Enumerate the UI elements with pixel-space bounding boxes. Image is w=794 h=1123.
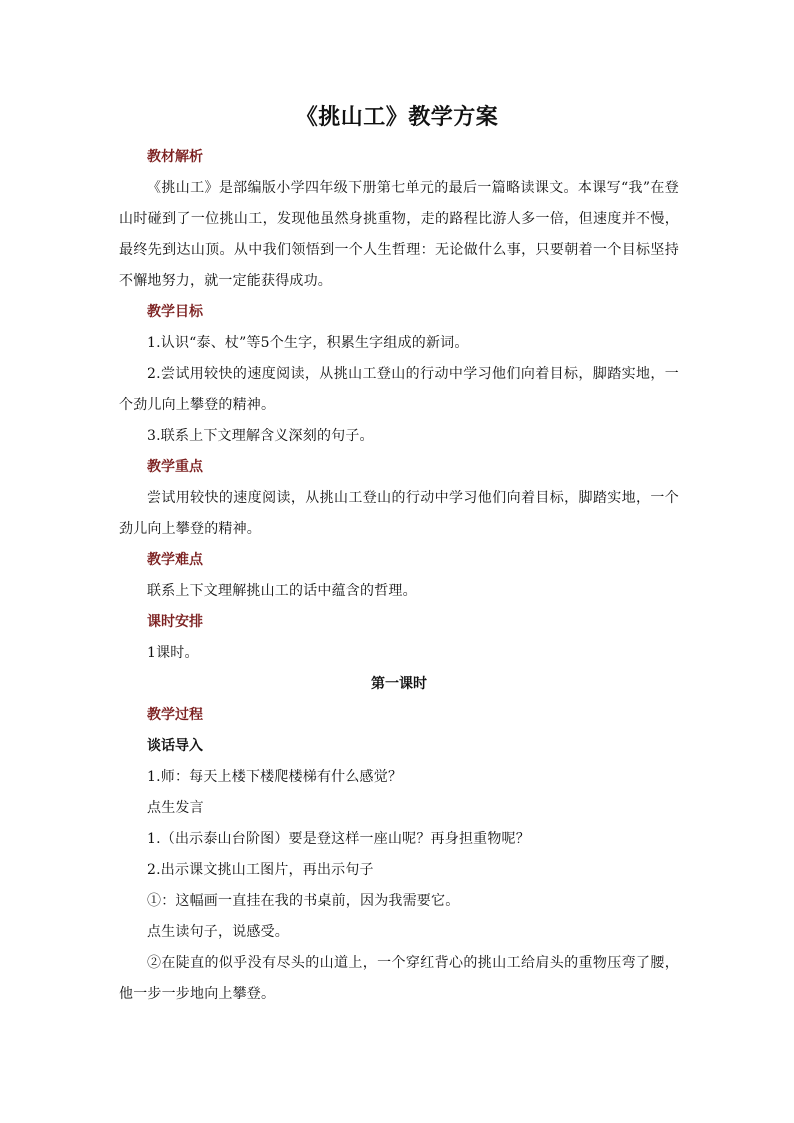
goal-item-2: 2.尝试用较快的速度阅读，从挑山工登山的行动中学习他们向着目标，脚踏实地，一个劲儿向上攀登的精神。: [119, 366, 679, 413]
schedule-heading: 课时安排: [147, 614, 203, 630]
goal-item-1: 1.认识“泰、杖”等5个生字，积累生字组成的新词。: [147, 335, 469, 351]
process-step-4: 2.出示课文挑山工图片，再出示句子: [147, 862, 374, 878]
difficulty-heading: 教学难点: [147, 552, 203, 568]
focus-paragraph: 尝试用较快的速度阅读，从挑山工登山的行动中学习他们向着目标，脚踏实地，一个劲儿向上攀登的精神。: [119, 490, 679, 537]
intro-heading: 谈话导入: [147, 738, 203, 754]
process-step-2: 点生发言: [147, 800, 204, 816]
document-body: [119, 142, 679, 1010]
materials-paragraph: 《挑山工》是部编版小学四年级下册第七单元的最后一篇略读课文。本课写“我”在登山时碰到了一位挑山工，发现他虽然身挑重物，走的路程比游人多一倍，但速度并不慢，最终先到达山顶。从中我们领悟到一个人生哲理：无论做什么事，只要朝着一个目标坚持不懈地努力，就一定能获得成功。: [119, 180, 679, 289]
materials-heading: 教材解析: [147, 149, 203, 165]
process-step-7: ②在陡直的似乎没有尽头的山道上，一个穿红背心的挑山工给肩头的重物压弯了腰，他一步一步地向上攀登。: [119, 955, 679, 1002]
process-heading: 教学过程: [147, 707, 203, 723]
goal-item-3: 3.联系上下文理解含义深刻的句子。: [147, 428, 374, 444]
document-title: 《挑山工》教学方案: [295, 104, 499, 130]
process-step-1: 1.师：每天上楼下楼爬楼梯有什么感觉？: [147, 769, 403, 785]
process-step-5: ①：这幅画一直挂在我的书桌前，因为我需要它。: [147, 893, 460, 909]
process-step-3: 1.（出示泰山台阶图）要是登这样一座山呢？再身担重物呢？: [147, 831, 530, 847]
difficulty-paragraph: 联系上下文理解挑山工的话中蕴含的哲理。: [147, 583, 417, 599]
process-step-6: 点生读句子，说感受。: [147, 924, 289, 940]
goals-heading: 教学目标: [147, 304, 203, 320]
focus-heading: 教学重点: [147, 459, 203, 475]
schedule-paragraph: 1课时。: [147, 645, 199, 661]
lesson-title: 第一课时: [371, 676, 427, 692]
